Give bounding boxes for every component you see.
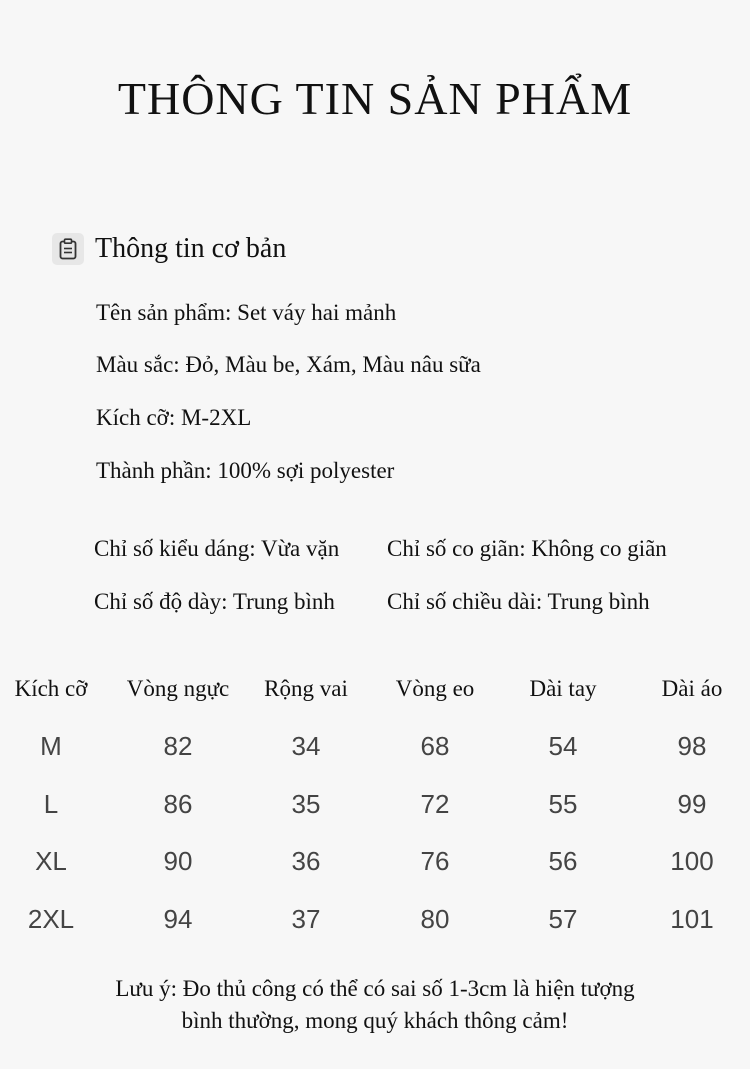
section-title: Thông tin cơ bản xyxy=(95,233,287,264)
table-cell: 34 xyxy=(291,731,321,761)
size-table-header xyxy=(0,676,750,706)
page-title: THÔNG TIN SẢN PHẨM xyxy=(117,73,633,124)
table-cell: 82 xyxy=(163,731,193,761)
table-cell: 76 xyxy=(420,846,450,876)
column-header: Dài tay xyxy=(529,676,597,701)
section-header xyxy=(52,233,286,265)
table-cell: 68 xyxy=(420,731,450,761)
table-cell: 100 xyxy=(670,846,714,876)
thickness-index: Chỉ số độ dày: Trung bình xyxy=(94,589,335,614)
product-sizes: Kích cỡ: M-2XL xyxy=(96,405,252,430)
column-header: Dài áo xyxy=(661,676,723,701)
column-header: Rộng vai xyxy=(264,676,348,701)
table-cell: 54 xyxy=(548,731,578,761)
column-header: Kích cỡ xyxy=(14,676,88,701)
table-cell: 99 xyxy=(677,789,707,819)
table-cell: 80 xyxy=(420,904,450,934)
column-header: Vòng eo xyxy=(395,676,475,701)
table-row xyxy=(0,789,750,823)
table-cell: 98 xyxy=(677,731,707,761)
product-name: Tên sản phẩm: Set váy hai mảnh xyxy=(96,300,397,325)
column-header: Vòng ngực xyxy=(126,676,230,701)
fit-index: Chỉ số kiểu dáng: Vừa vặn xyxy=(94,536,340,561)
table-cell: 101 xyxy=(670,904,714,934)
table-cell: 57 xyxy=(548,904,578,934)
length-index: Chỉ số chiều dài: Trung bình xyxy=(387,589,650,614)
table-cell: 37 xyxy=(291,904,321,934)
clipboard-icon xyxy=(52,233,84,265)
table-row xyxy=(0,731,750,765)
table-cell: 86 xyxy=(163,789,193,819)
stretch-index: Chỉ số co giãn: Không co giãn xyxy=(387,536,667,561)
table-cell: 56 xyxy=(548,846,578,876)
measurement-note-line-1: Lưu ý: Đo thủ công có thể có sai số 1-3cm là hiện tượng xyxy=(115,976,635,1001)
table-cell: 35 xyxy=(291,789,321,819)
table-cell: 90 xyxy=(163,846,193,876)
table-cell: XL xyxy=(35,846,67,876)
product-material: Thành phần: 100% sợi polyester xyxy=(96,458,395,483)
table-cell: 55 xyxy=(548,789,578,819)
table-cell: 2XL xyxy=(27,904,75,934)
table-row xyxy=(0,846,750,880)
table-cell: 36 xyxy=(291,846,321,876)
table-cell: M xyxy=(40,731,62,761)
table-cell: 72 xyxy=(420,789,450,819)
table-row xyxy=(0,904,750,938)
table-cell: 94 xyxy=(163,904,193,934)
product-colors: Màu sắc: Đỏ, Màu be, Xám, Màu nâu sữa xyxy=(96,352,481,377)
table-cell: L xyxy=(43,789,59,819)
measurement-note-line-2: bình thường, mong quý khách thông cảm! xyxy=(181,1008,569,1033)
